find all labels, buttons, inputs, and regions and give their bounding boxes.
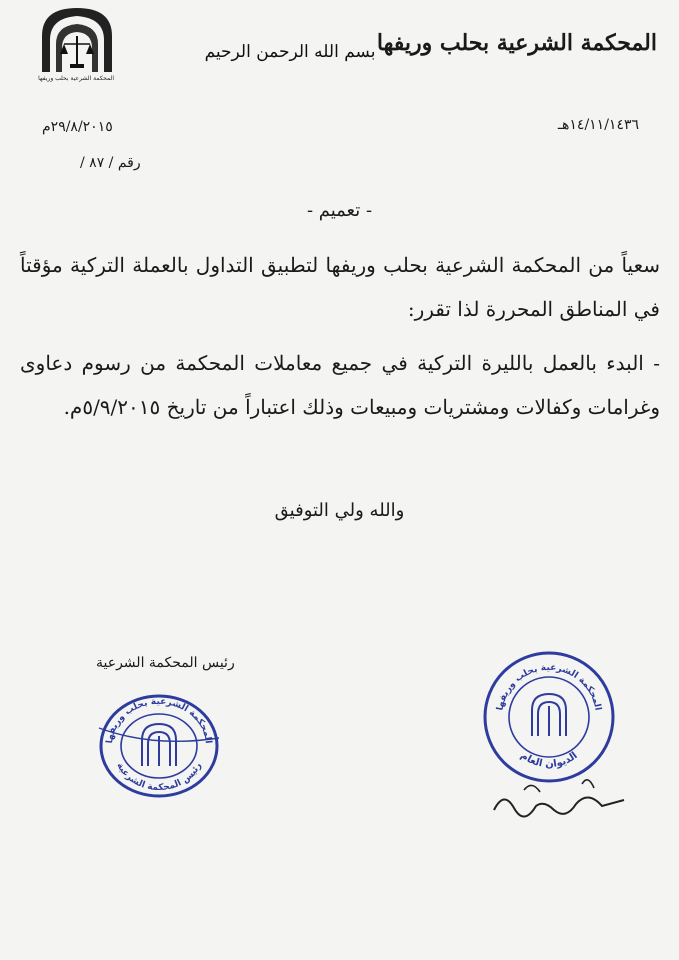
right-stamp-top-text: المحكمة الشرعية بحلب وريفها <box>495 662 603 712</box>
court-head-stamp <box>94 688 224 800</box>
left-stamp-bottom-text: رئيس المحكمة الشرعية <box>114 761 204 794</box>
hijri-date: ١٤/١١/١٤٣٦هـ <box>557 117 639 133</box>
document-heading: - تعميم - <box>306 200 373 221</box>
signatory-title: رئيس المحكمة الشرعية <box>96 655 235 671</box>
left-stamp-top-text: المحكمة الشرعية بحلب وريفها <box>105 696 213 744</box>
closing-phrase: والله ولي التوفيق <box>274 500 405 521</box>
handwritten-signature <box>484 770 634 830</box>
court-logo <box>40 6 114 88</box>
paragraph-decision: - البدء بالعمل بالليرة التركية في جميع معاملات المحكمة من رسوم دعاوى وغرامات وكفالات ومشتريات ومبيعات وذلك اعتباراً من تاريخ ٥/٩/٢٠١٥م. <box>20 351 660 419</box>
svg-text:الديوان العام <box>518 750 579 770</box>
paragraph-intro: سعياً من المحكمة الشرعية بحلب وريفها لتطبيق التداول بالعملة التركية مؤقتاً في المناطق المحررة لذا تقرر: <box>20 253 660 321</box>
court-title: المحكمة الشرعية بحلب وريفها <box>376 30 657 56</box>
gregorian-date: ٢٩/٨/٢٠١٥م <box>42 119 113 135</box>
mosque-scales-logo-icon <box>40 6 114 74</box>
reference-number: رقم / ٨٧ / <box>80 155 141 171</box>
right-stamp-bottom-text: الديوان العام <box>518 750 580 771</box>
basmala-text: بسم الله الرحمن الرحيم <box>204 42 376 62</box>
logo-caption: المحكمة الشرعية بحلب وريفها <box>38 75 114 82</box>
right-stamp-emblem-icon <box>532 694 566 736</box>
general-office-stamp <box>480 648 618 786</box>
left-stamp-emblem-icon <box>142 724 176 766</box>
